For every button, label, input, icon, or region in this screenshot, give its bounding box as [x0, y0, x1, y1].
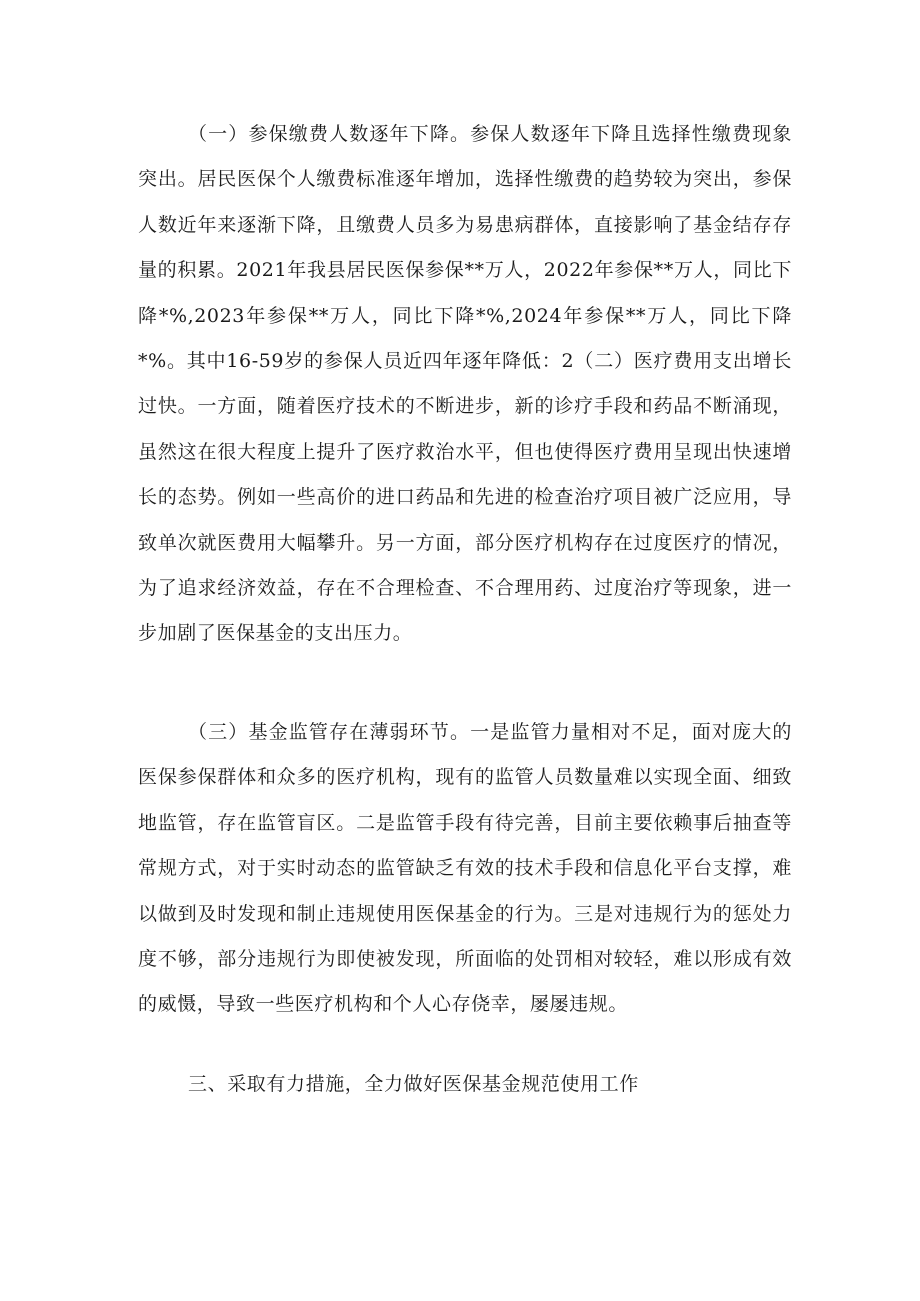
- paragraph-enrollment-and-costs: （一）参保缴费人数逐年下降。参保人数逐年下降且选择性缴费现象突出。居民医保个人缴费标准逐年增加，选择性缴费的趋势较为突出，参保人数近年来逐渐下降，且缴费人员多为易患病群体，直接影响了基金结存存量的积累。2021年我县居民医保参保**万人，2022年参保**万人，同比下降*%,2023年参保**万人，同比下降*%,2024年参保**万人，同比下降*%。其中16-59岁的参保人员近四年逐年降低：2（二）医疗费用支出增长过快。一方面，随着医疗技术的不断进步，新的诊疗手段和药品不断涌现，虽然这在很大程度上提升了医疗救治水平，但也使得医疗费用呈现出快速增长的态势。例如一些高价的进口药品和先进的检查治疗项目被广泛应用，导致单次就医费用大幅攀升。另一方面，部分医疗机构存在过度医疗的情况，为了追求经济效益，存在不合理检查、不合理用药、过度治疗等现象，进一步加剧了医保基金的支出压力。: [138, 123, 792, 645]
- paragraph-fund-supervision: （三）基金监管存在薄弱环节。一是监管力量相对不足，面对庞大的医保参保群体和众多的医疗机构，现有的监管人员数量难以实现全面、细致地监管，存在监管盲区。二是监管手段有待完善，目前主要依赖事后抽查等常规方式，对于实时动态的监管缺乏有效的技术手段和信息化平台支撑，难以做到及时发现和制止违规使用医保基金的行为。三是对违规行为的惩处力度不够，部分违规行为即使被发现，所面临的处罚相对较轻，难以形成有效的威慑，导致一些医疗机构和个人心存侥幸，屡屡违规。: [138, 721, 792, 1016]
- section-heading-measures: 三、采取有力措施，全力做好医保基金规范使用工作: [188, 1073, 639, 1095]
